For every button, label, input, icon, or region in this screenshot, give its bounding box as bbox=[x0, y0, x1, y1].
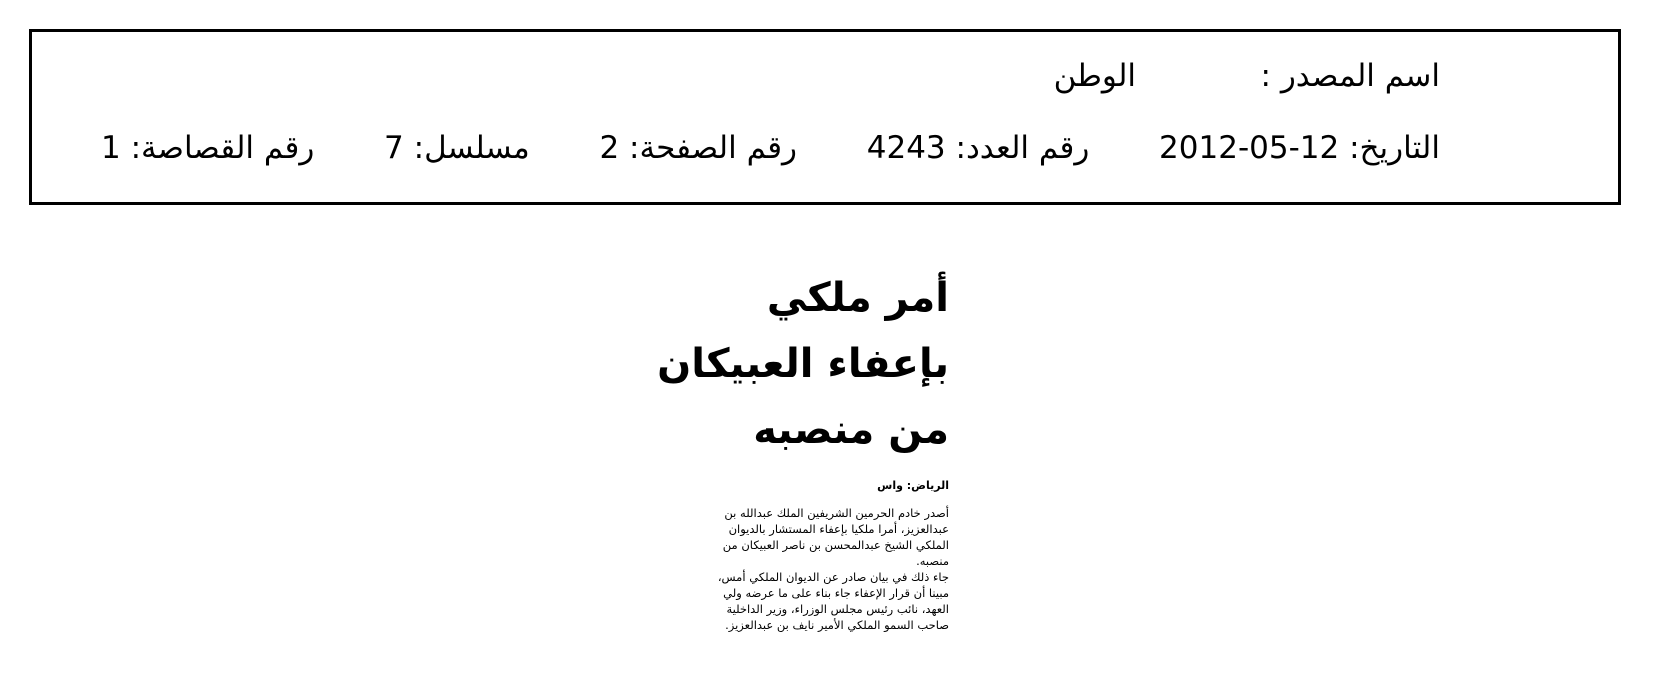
source-value: الوطن bbox=[1053, 58, 1136, 94]
serial-label: مسلسل: bbox=[413, 130, 530, 166]
newspaper-clipping bbox=[619, 265, 949, 633]
issue-value: 4243 bbox=[866, 130, 946, 166]
page-value: 2 bbox=[599, 130, 620, 166]
source-label: اسم المصدر : bbox=[1260, 58, 1440, 94]
clip-label: رقم القصاصة: bbox=[130, 130, 315, 166]
issue-label: رقم العدد: bbox=[955, 130, 1090, 166]
article-paragraph: جاء ذلك في بيان صادر عن الديوان الملكي أمس، مبينا أن قرار الإعفاء جاء بناء على ما عرضه ولي العهد، نائب رئيس مجلس الوزراء، وزير الداخلية صاحب السمو الملكي الأمير نايف بن عبدالعزيز. bbox=[717, 570, 949, 632]
headline-line: بإعفاء العبيكان bbox=[657, 341, 949, 387]
dateline: الرياض: واس bbox=[877, 479, 949, 492]
headline-line: من منصبه bbox=[753, 407, 949, 453]
article-paragraph: أصدر خادم الحرمين الشريفين الملك عبدالله بن عبدالعزيز، أمرا ملكيا بإعفاء المستشار بالديوان الملكي الشيخ عبدالمحسن بن ناصر العبيكان من منصبه. bbox=[722, 506, 949, 568]
clip-value: 1 bbox=[100, 130, 121, 166]
metadata-row bbox=[101, 128, 1440, 168]
date-label: التاريخ: bbox=[1349, 130, 1440, 166]
serial-value: 7 bbox=[384, 130, 404, 166]
headline-line: أمر ملكي bbox=[766, 275, 949, 321]
page-label: رقم الصفحة: bbox=[629, 130, 798, 166]
clipping-metadata-box bbox=[29, 29, 1621, 205]
headline bbox=[619, 265, 949, 463]
date-value: 2012-05-12 bbox=[1159, 130, 1340, 166]
article-body bbox=[704, 505, 949, 633]
